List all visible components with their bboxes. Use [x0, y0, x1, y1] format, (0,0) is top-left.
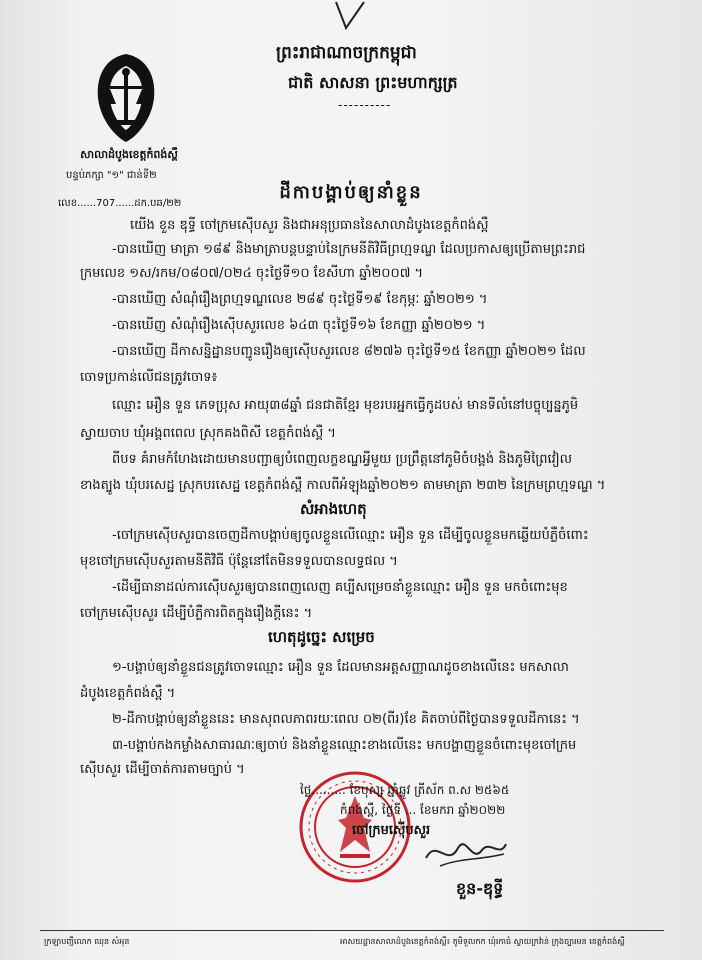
decision-line: ដំបូងខេត្តកំពង់ស្ពឺ ។ — [80, 686, 176, 701]
reason-line: មុខចៅក្រមស៊ើបសួរតាមនីតិវិធី ប៉ុន្តែនៅតែមិនទទួលបានលទ្ធផល ។ — [80, 554, 398, 569]
footer-address: អាសយដ្ឋានសាលាដំបូងខេត្តកំពង់ស្ពឺ៖ ភូមិទួលកក ឃុំរកាធំ ស្វាយក្រវ៉ាន់ ក្រុងច្បារមន ខេត្តកំពង់ស្ពឺ — [340, 937, 625, 946]
court-room: បន្ទប់ភក្សា "១" ជាន់ទី២ — [66, 170, 157, 181]
pen-stroke-mark — [330, 0, 370, 30]
charge-line: ពីបទ គំរាមកំហែងដោយមានបញ្ជាឲ្យបំពេញលក្ខខណ្ឌអ្វីមួយ ប្រព្រឹត្តនៅភូមិចំបង្គង់ និងភូមិព្រៃវៀល — [112, 452, 572, 467]
body-line: ស្វាយចាប ឃុំអង្គពពេល ស្រុកគងពិសី ខេត្តកំពង់ស្ពឺ ។ — [80, 426, 336, 441]
decision-line: ២-ដីកាបង្គាប់ឲ្យនាំខ្លួននេះ មានសុពលភាពរយៈពេល ០២(ពីរ)ខែ គិតចាប់ពីថ្ងៃបានទទួលដីកានេះ ។ — [112, 712, 580, 727]
reason-line: ចៅក្រមស៊ើបសួរ ដើម្បីបំភ្លឺការពិតក្នុងរឿងក្តីនេះ ។ — [80, 606, 313, 621]
accused-line: ឈ្មោះ អឿន ទួន ភេទប្រុស អាយុ៣៨ឆ្នាំ ជនជាតិខ្មែរ មុខរបរអ្នកធ្វើកូដបស់ មានទីលំនៅបច្ចុប្បន្នភូមិ — [112, 398, 579, 413]
body-line: -បានឃើញ មាត្រា ១៨៩ និងមាត្រាបន្តបន្ទាប់នៃក្រមនីតិវិធីព្រហ្មទណ្ឌ ដែលប្រកាសឲ្យប្រើតាមព្រះរាជ — [112, 242, 586, 257]
kingdom-heading: ព្រះរាជាណាចក្រកម្ពុជា — [276, 43, 417, 63]
national-motto: ជាតិ សាសនា ព្រះមហាក្សត្រ — [288, 73, 458, 92]
judge-signature — [420, 828, 510, 876]
body-line: ក្រមលេខ ១ស/រកម/០៨០៧/០២៤ ចុះថ្ងៃទី១០ ខែសីហា ឆ្នាំ២០០៧ ។ — [80, 266, 424, 281]
reason-line: -ចៅក្រមស៊ើបសួរបានចេញដីកាបង្គាប់ឲ្យចូលខ្លួនលើឈ្មោះ អឿន ទួន ដើម្បីចូលខ្លួនមកឆ្លើយបំភ្លឺចំពោះ — [112, 528, 589, 543]
judge-name: ខួន-ឌុទ្ធី — [456, 879, 504, 898]
decision-line: ១-បង្គាប់ឲ្យនាំខ្លួនជនត្រូវចោទឈ្មោះ អឿន ទួន ដែលមានអត្តសញ្ញាណដូចខាងលើនេះ មកសាលា — [112, 660, 569, 675]
court-name: សាលាដំបូងខេត្តកំពង់ស្ពឺ — [80, 148, 178, 161]
body-line: ចោទប្រកាន់លើជនត្រូវចោទ៖ — [80, 370, 218, 385]
lunar-date: ថ្ងៃ......... ខែបុស្ស ឆ្នាំឆ្លូវ ត្រីស័ក ព.ស ២៥៦៥ — [300, 783, 510, 797]
footer-clerk: ក្រឡាបញ្ជីលោក ឈុន សំអុន — [44, 937, 130, 946]
body-line: -បានឃើញ ដីកាសន្និដ្ឋានបញ្ជូនរឿងឲ្យស៊ើបសួរលេខ ៨២៧៦ ចុះថ្ងៃទី១៥ ខែកញ្ញា ឆ្នាំ២០២១ ដែល — [112, 344, 586, 359]
body-line: ខាងត្បូង ឃុំបរសេដ្ឋ ស្រុកបរសេដ្ឋ ខេត្តកំពង់ស្ពឺ កាលពីអំឡុងឆ្នាំ២០២១ តាមមាត្រា ២៣២ នៃក្រមព្រហ្មទណ្ឌ ។ — [80, 478, 606, 493]
body-line: -បានឃើញ សំណុំរឿងព្រហ្មទណ្ឌលេខ ២៨៩ ចុះថ្ងៃទី១៩ ខែកុម្ភៈ ឆ្នាំ២០២១ ។ — [112, 292, 488, 307]
footer-divider — [40, 930, 664, 931]
decision-heading: ហេតុដូច្នេះ សម្រេច — [268, 628, 375, 646]
intro-line: យើង ខួន ឌុទ្ធី ចៅក្រមស៊ើបសួរ និងជាអនុប្រធាននៃសាលាដំបូងខេត្តកំពង់ស្ពឺ — [130, 218, 489, 233]
court-emblem-logo — [90, 52, 162, 144]
body-line: -បានឃើញ សំណុំរឿងស៊ើបសួរលេខ ៦៤៣ ចុះថ្ងៃទី១៦ ខែកញ្ញា ឆ្នាំ២០២១ ។ — [112, 318, 486, 333]
ornament-divider: ---------- — [338, 98, 392, 112]
decision-line: ស៊ើបសួរ ដើម្បីចាត់ការតាមច្បាប់ ។ — [80, 762, 245, 777]
document-title: ដីកាបង្គាប់ឲ្យនាំខ្លួន — [279, 182, 423, 203]
solar-date: កំពង់ស្ពឺ, ថ្ងៃទី ... ខែមករា ឆ្នាំ២០២២ — [340, 803, 506, 817]
decision-line: ៣-បង្គាប់កងកម្លាំងសាធារណៈឲ្យចាប់ និងនាំខ្លួនឈ្មោះខាងលើនេះ មកបង្ហាញខ្លួនចំពោះមុខចៅក្រម — [112, 738, 577, 753]
reason-line: -ដើម្បីធានាដល់ការស៊ើបសួរឲ្យបានពេញលេញ គប្បីសម្រេចនាំខ្លួនឈ្មោះ អឿន ទួន មកចំពោះមុខ — [112, 580, 568, 595]
reference-number: លេខ......707......ដក.បឆ/២២ — [58, 198, 182, 209]
reasons-heading: សំអាងហេតុ — [300, 500, 367, 518]
judge-title: ចៅក្រមស៊ើបសួរ — [352, 823, 431, 838]
